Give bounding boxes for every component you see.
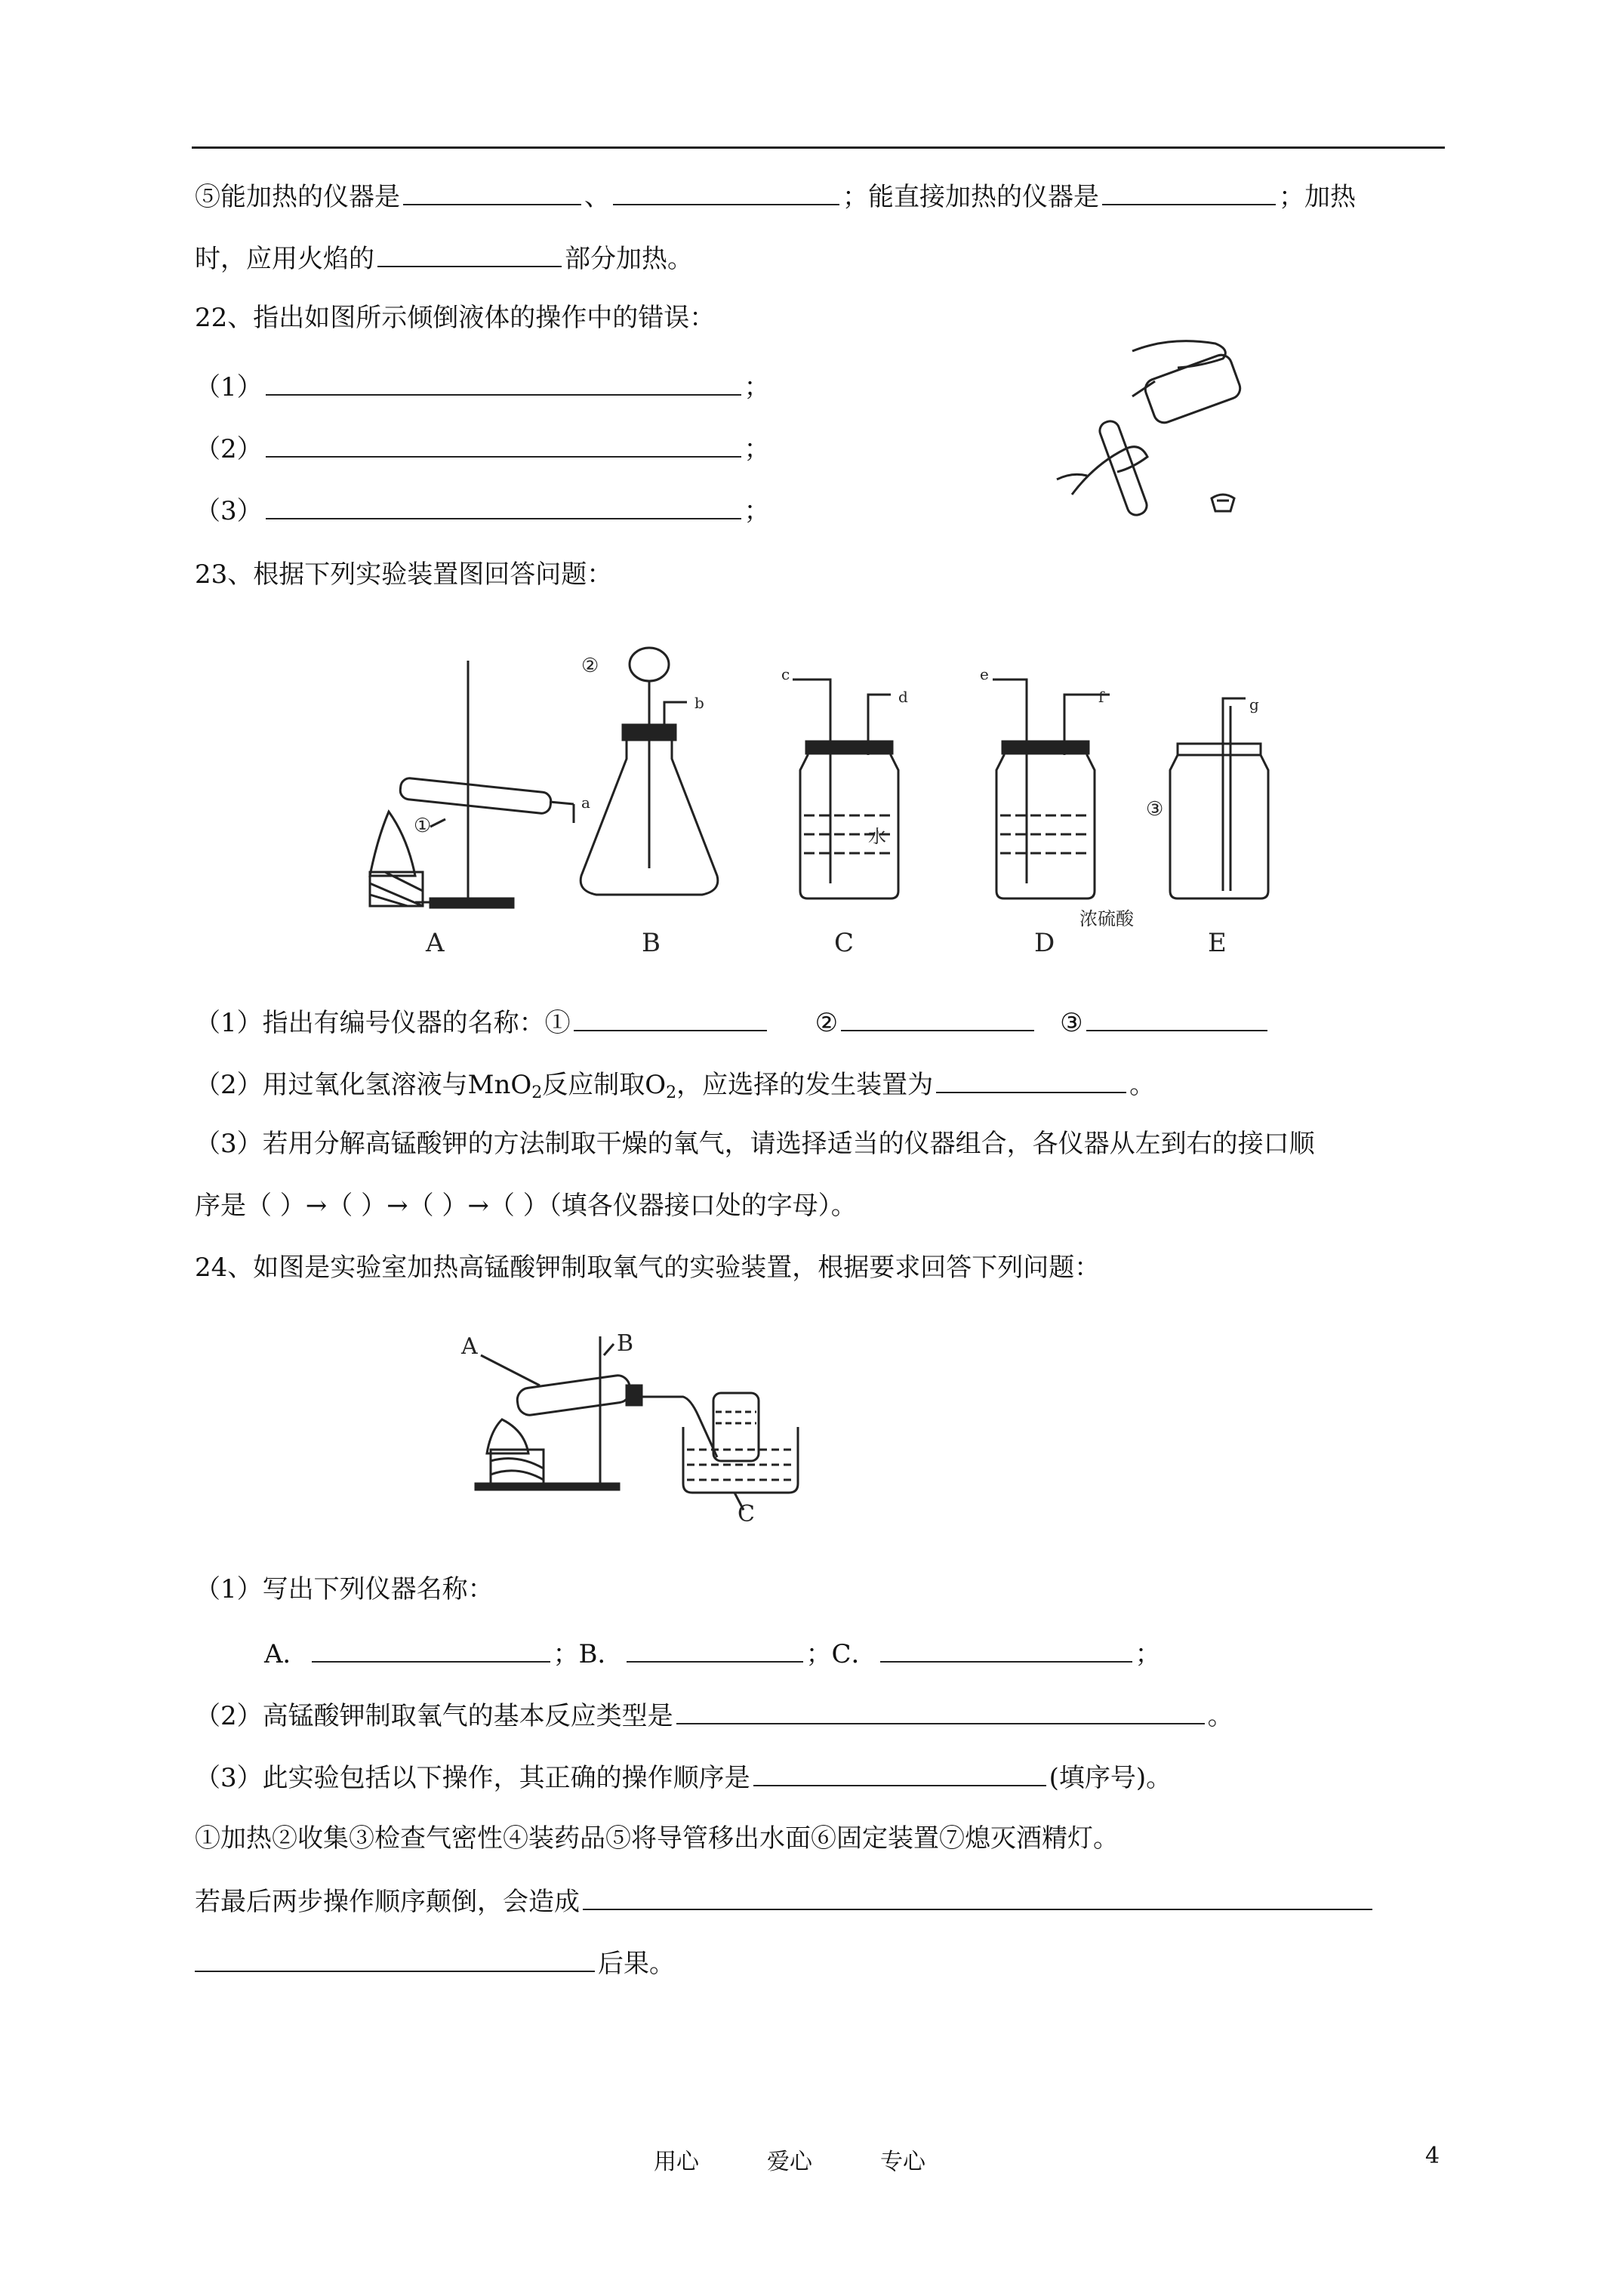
q21-line1: ⑤能加热的仪器是 、 ；能直接加热的仪器是 ；加热	[195, 178, 1356, 214]
q23-part3-line1: （3）若用分解高锰酸钾的方法制取干燥的氧气，请选择适当的仪器组合，各仪器从左到右的接口顺	[195, 1129, 1315, 1159]
mark-g: g	[1249, 695, 1259, 713]
pouring-liquid-figure	[1042, 336, 1276, 532]
q24-part1-blanks: A． ；B． ；C． ；	[264, 1635, 1161, 1672]
apparatus-e	[1146, 695, 1268, 958]
answer-blank[interactable]	[583, 1883, 1372, 1910]
mark-d: d	[898, 688, 908, 706]
answer-blank[interactable]	[266, 368, 741, 396]
mark-2: ②	[581, 655, 599, 677]
label-b: B	[617, 1330, 634, 1357]
q22-item-1: （1） ；	[195, 368, 770, 405]
mark-a: a	[581, 794, 590, 812]
header-rule	[192, 146, 1445, 149]
apparatus-d	[980, 665, 1135, 958]
label-a: A	[426, 928, 445, 958]
q24-steps: ①加热②收集③检查气密性④装药品⑤将导管移出水面⑥固定装置⑦熄灭酒精灯。	[195, 1823, 1119, 1854]
answer-blank[interactable]	[613, 178, 839, 205]
footer-motto-1: 用心	[654, 2149, 699, 2175]
q23-part2: （2）用过氧化氢溶液与MnO$_2$反应制取$O_2$，应选择的发生装置为 。	[195, 1066, 1155, 1111]
q24-part3: （3）此实验包括以下操作，其正确的操作顺序是 (填序号)。	[195, 1759, 1172, 1795]
q23-title: 23、根据下列实验装置图回答问题：	[195, 559, 613, 590]
answer-blank[interactable]	[627, 1635, 803, 1663]
mark-c: c	[781, 665, 790, 683]
oxygen-setup-figure	[457, 1325, 834, 1536]
label-d: D	[1034, 928, 1055, 958]
answer-blank[interactable]	[880, 1635, 1132, 1663]
answer-blank[interactable]	[753, 1759, 1046, 1786]
footer-motto-2: 爱心	[767, 2149, 812, 2175]
mark-e: e	[980, 665, 989, 683]
label-e: E	[1208, 928, 1227, 958]
q22-title: 22、指出如图所示倾倒液体的操作中的错误：	[195, 303, 716, 333]
q23-part1: （1）指出有编号仪器的名称：① ② ③	[195, 1004, 1270, 1040]
answer-blank[interactable]	[266, 430, 741, 458]
q24-part2: （2）高锰酸钾制取氧气的基本反应类型是 。	[195, 1697, 1233, 1734]
answer-blank[interactable]	[377, 240, 562, 267]
mark-b: b	[694, 694, 704, 712]
mark-1: ①	[414, 815, 432, 837]
water-label: 水	[868, 826, 886, 847]
answer-blank[interactable]	[266, 492, 741, 519]
answer-blank[interactable]	[936, 1066, 1126, 1093]
label-a: A	[461, 1333, 478, 1360]
apparatus-a	[370, 661, 590, 958]
q24-part1-title: （1）写出下列仪器名称：	[195, 1574, 494, 1604]
q22-item-2: （2） ；	[195, 430, 770, 467]
apparatus-b	[581, 648, 718, 958]
page-number: 4	[1425, 2143, 1440, 2169]
answer-blank[interactable]	[676, 1697, 1205, 1724]
label-c: C	[834, 928, 855, 958]
answer-blank[interactable]	[403, 178, 581, 205]
answer-blank[interactable]	[312, 1635, 550, 1663]
q24-title: 24、如图是实验室加热高锰酸钾制取氧气的实验装置，根据要求回答下列问题：	[195, 1253, 1101, 1283]
q24-reverse-line1: 若最后两步操作顺序颠倒，会造成	[195, 1883, 1375, 1919]
mark-3: ③	[1146, 798, 1164, 821]
q21-line2: 时，应用火焰的 部分加热。	[195, 240, 693, 276]
answer-blank[interactable]	[1102, 178, 1276, 205]
label-c: C	[738, 1501, 755, 1527]
acid-label: 浓硫酸	[1079, 908, 1134, 929]
q24-reverse-line2: 后果。	[195, 1945, 675, 1981]
label-b: B	[642, 928, 661, 958]
answer-blank[interactable]	[1086, 1004, 1267, 1031]
footer-motto-3: 专心	[880, 2149, 925, 2175]
q23-part3-line2: 序是（ ）→（ ）→（ ）→（ ）（填各仪器接口处的字母）。	[195, 1191, 857, 1221]
apparatus-c	[781, 665, 908, 958]
q22-item-3: （3） ；	[195, 492, 770, 529]
answer-blank[interactable]	[841, 1004, 1034, 1031]
mark-f: f	[1098, 688, 1104, 706]
answer-blank[interactable]	[195, 1945, 595, 1972]
apparatus-a-to-e-figure	[355, 634, 1336, 966]
answer-blank[interactable]	[574, 1004, 767, 1031]
